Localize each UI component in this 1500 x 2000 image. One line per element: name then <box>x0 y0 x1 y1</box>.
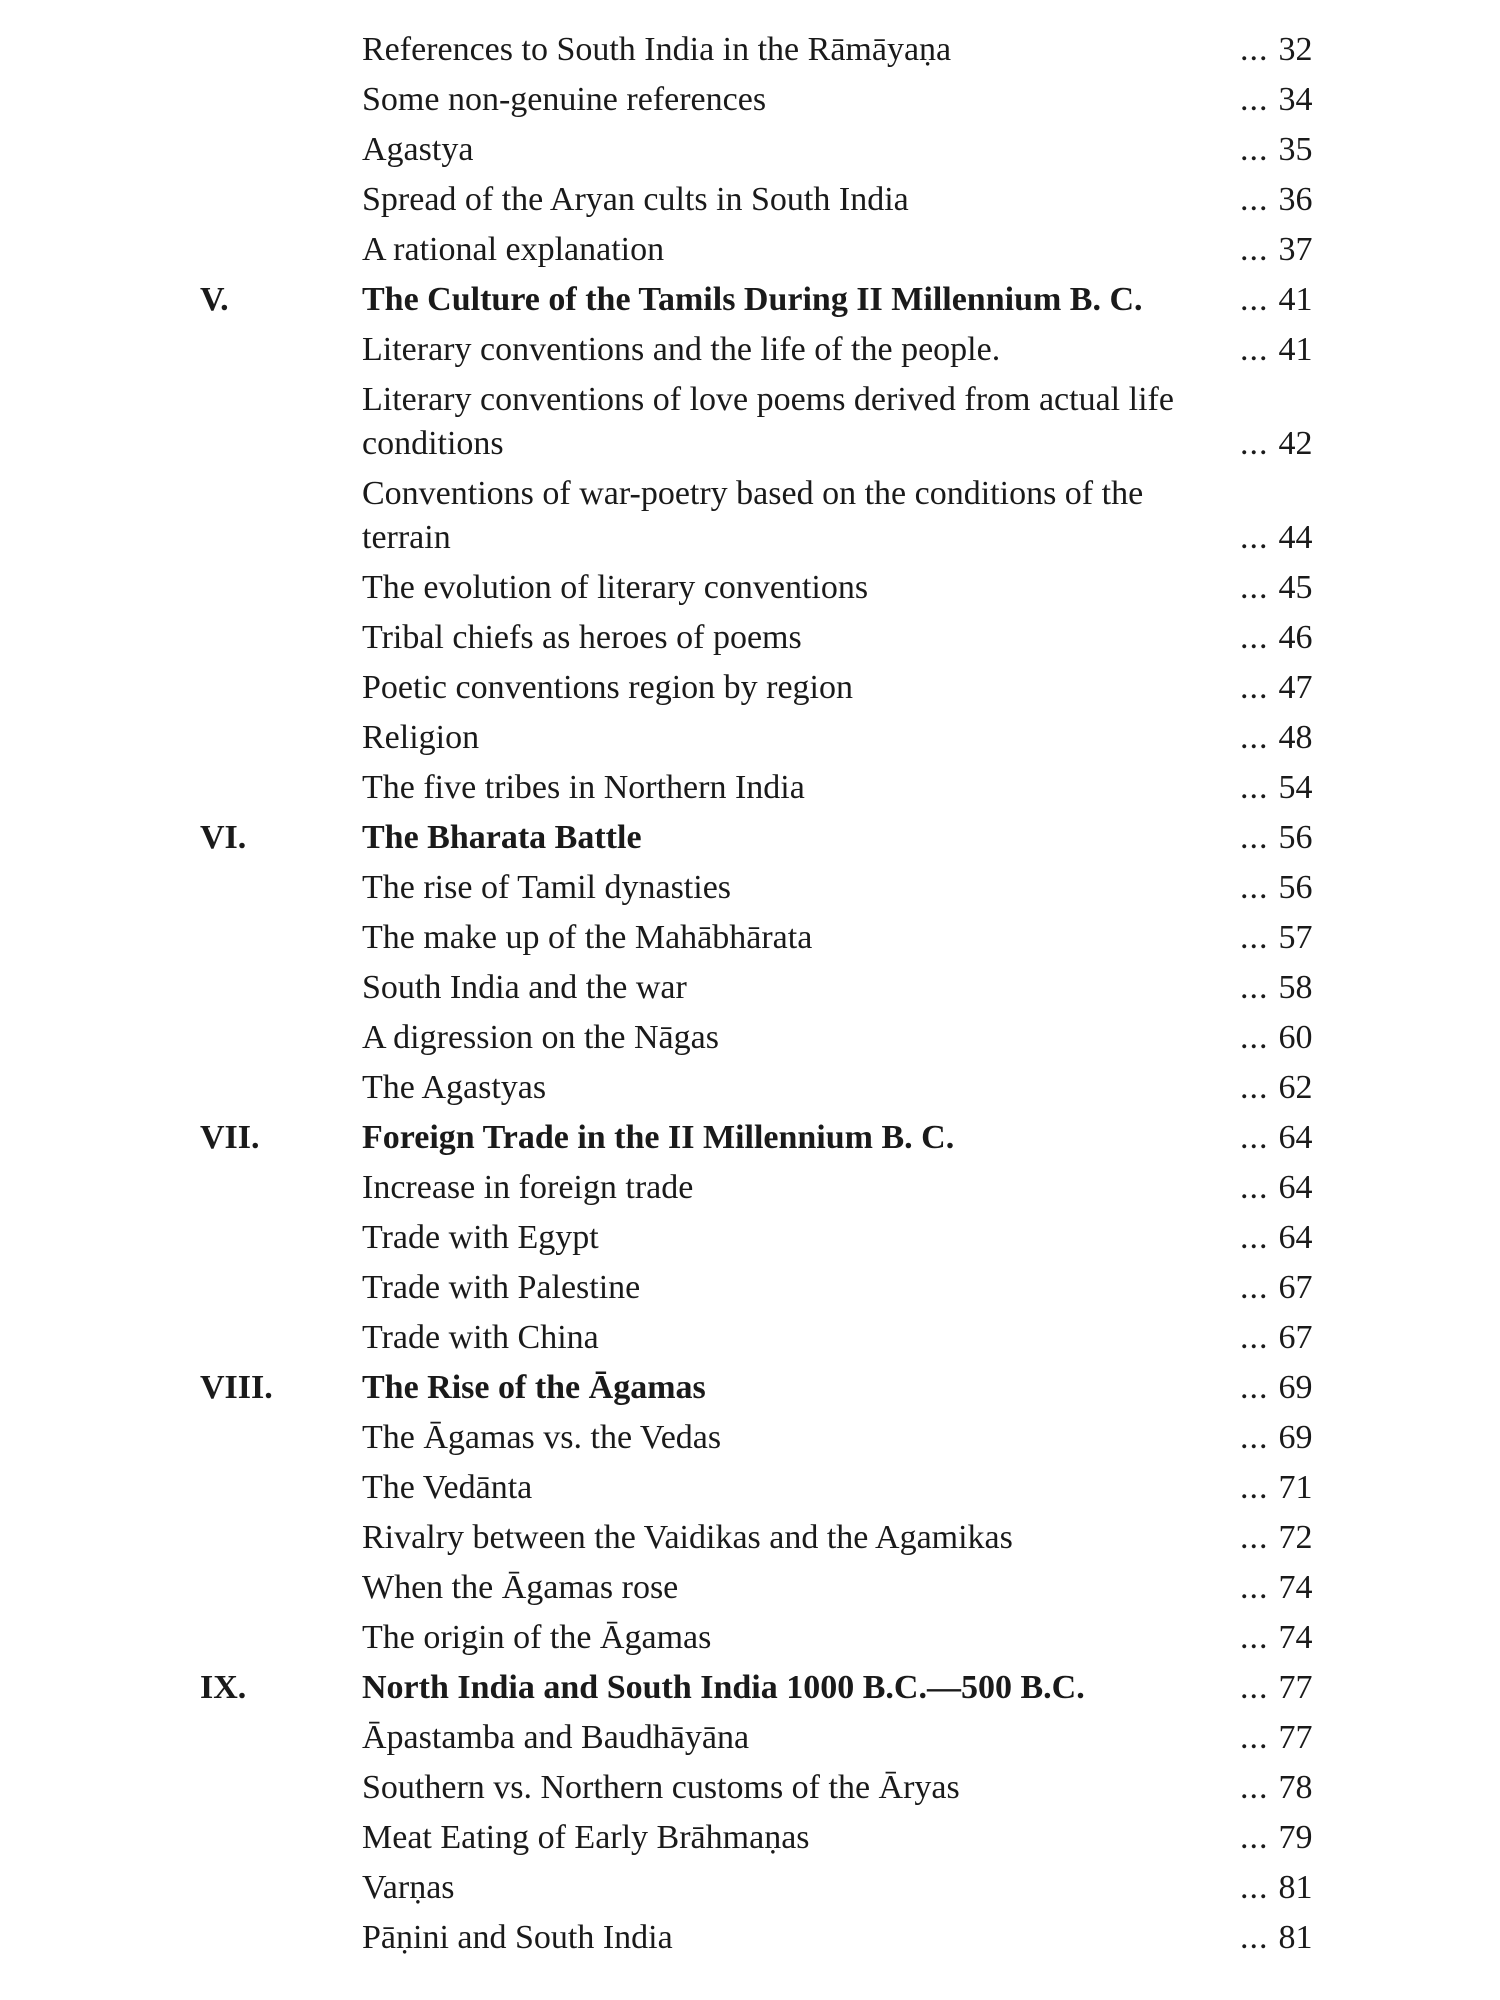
page-ref <box>1240 1466 1320 1510</box>
section-title: The Agastyas <box>362 1069 547 1106</box>
page-number: 58 <box>1278 969 1313 1006</box>
chapter-number: VIII. <box>200 1369 273 1406</box>
dot-leader: ... <box>1240 1169 1269 1206</box>
section-title: When the Āgamas rose <box>362 1569 679 1606</box>
page-ref <box>1240 1566 1320 1610</box>
page-number: 34 <box>1278 81 1313 118</box>
page-ref <box>1240 1366 1320 1410</box>
page-ref <box>1240 566 1320 610</box>
section-title: The make up of the Mahābhārata <box>362 919 813 956</box>
dot-leader: ... <box>1240 969 1269 1006</box>
chapter-number: VI. <box>200 819 247 856</box>
toc-section-entry <box>0 1716 1500 1760</box>
dot-leader: ... <box>1240 1469 1269 1506</box>
dot-leader: ... <box>1240 519 1269 556</box>
section-title: Southern vs. Northern customs of the Āryas <box>362 1769 960 1806</box>
page-ref <box>1240 966 1320 1010</box>
dot-leader: ... <box>1240 1519 1269 1556</box>
page-ref <box>1240 1316 1320 1360</box>
page-ref <box>1240 128 1320 172</box>
page-number: 78 <box>1278 1769 1313 1806</box>
page-ref <box>1240 1166 1320 1210</box>
toc-chapter-entry <box>0 1116 1500 1160</box>
page-number: 64 <box>1278 1219 1313 1256</box>
page-number: 69 <box>1278 1369 1313 1406</box>
toc-section-entry <box>0 966 1500 1010</box>
toc-section-entry <box>0 1216 1500 1260</box>
page-number: 45 <box>1278 569 1313 606</box>
toc-section-entry <box>0 1916 1500 1960</box>
dot-leader: ... <box>1240 1569 1269 1606</box>
dot-leader: ... <box>1240 1119 1269 1156</box>
toc-section-entry <box>0 1166 1500 1210</box>
dot-leader: ... <box>1240 31 1269 68</box>
toc-chapter-entry <box>0 278 1500 322</box>
toc-section-entry <box>0 78 1500 122</box>
page-number: 81 <box>1278 1869 1313 1906</box>
section-title: Pāṇini and South India <box>362 1919 673 1956</box>
page-number: 60 <box>1278 1019 1313 1056</box>
dot-leader: ... <box>1240 869 1269 906</box>
page-ref <box>1240 28 1320 72</box>
dot-leader: ... <box>1240 1869 1269 1906</box>
toc-chapter-entry <box>0 816 1500 860</box>
section-title: Religion <box>362 719 480 756</box>
toc-chapter-entry <box>0 1366 1500 1410</box>
page-ref <box>1240 1416 1320 1460</box>
dot-leader: ... <box>1240 1819 1269 1856</box>
page-number: 62 <box>1278 1069 1313 1106</box>
chapter-title: North India and South India 1000 B.C.—500 B.C. <box>362 1669 1085 1706</box>
dot-leader: ... <box>1240 81 1269 118</box>
page-ref <box>1240 328 1320 372</box>
chapter-title: The Bharata Battle <box>362 819 642 856</box>
toc-section-entry <box>0 666 1500 710</box>
toc-section-entry <box>0 1866 1500 1910</box>
page-number: 44 <box>1278 519 1313 556</box>
chapter-title: The Rise of the Āgamas <box>362 1369 706 1406</box>
dot-leader: ... <box>1240 181 1269 218</box>
page-ref <box>1240 1016 1320 1060</box>
page-number: 67 <box>1278 1269 1313 1306</box>
dot-leader: ... <box>1240 1069 1269 1106</box>
toc-section-entry <box>0 228 1500 272</box>
toc-section-entry <box>0 1316 1500 1360</box>
section-title: The Vedānta <box>362 1469 533 1506</box>
section-title: Tribal chiefs as heroes of poems <box>362 619 802 656</box>
section-title: Poetic conventions region by region <box>362 669 854 706</box>
page-number: 37 <box>1278 231 1313 268</box>
dot-leader: ... <box>1240 1719 1269 1756</box>
chapter-title: Foreign Trade in the II Millennium B. C. <box>362 1119 955 1156</box>
page-ref <box>1240 866 1320 910</box>
page-ref <box>1240 516 1320 560</box>
dot-leader: ... <box>1240 619 1269 656</box>
section-title: The five tribes in Northern India <box>362 769 805 806</box>
toc-section-entry <box>0 1516 1500 1560</box>
dot-leader: ... <box>1240 425 1269 462</box>
page-ref <box>1240 766 1320 810</box>
page-number: 56 <box>1278 819 1313 856</box>
section-title: Conventions of war-poetry based on the conditions of the terrain <box>362 475 1144 556</box>
toc-section-entry <box>0 716 1500 760</box>
dot-leader: ... <box>1240 1019 1269 1056</box>
toc-section-entry <box>0 328 1500 372</box>
page-ref <box>1240 1516 1320 1560</box>
dot-leader: ... <box>1240 1369 1269 1406</box>
section-title: Āpastamba and Baudhāyāna <box>362 1719 750 1756</box>
page-ref <box>1240 1866 1320 1910</box>
dot-leader: ... <box>1240 569 1269 606</box>
dot-leader: ... <box>1240 1619 1269 1656</box>
page-ref <box>1240 1616 1320 1660</box>
toc-section-entry <box>0 472 1500 560</box>
dot-leader: ... <box>1240 769 1269 806</box>
chapter-number: VII. <box>200 1119 260 1156</box>
section-title: The Āgamas vs. the Vedas <box>362 1419 722 1456</box>
page-ref <box>1240 1666 1320 1710</box>
page-number: 56 <box>1278 869 1313 906</box>
section-title: Increase in foreign trade <box>362 1169 694 1206</box>
dot-leader: ... <box>1240 669 1269 706</box>
section-title: Agastya <box>362 131 474 168</box>
toc-section-entry <box>0 28 1500 72</box>
chapter-number: IX. <box>200 1669 247 1706</box>
section-title: References to South India in the Rāmāyaṇa <box>362 31 952 68</box>
page-ref <box>1240 1066 1320 1110</box>
page-ref <box>1240 666 1320 710</box>
page-number: 57 <box>1278 919 1313 956</box>
section-title: Some non-genuine references <box>362 81 767 118</box>
toc-section-entry <box>0 1766 1500 1810</box>
page-number: 64 <box>1278 1169 1313 1206</box>
section-title: A rational explanation <box>362 231 665 268</box>
dot-leader: ... <box>1240 919 1269 956</box>
page-number: 74 <box>1278 1619 1313 1656</box>
section-title: Literary conventions and the life of the people. <box>362 331 1001 368</box>
dot-leader: ... <box>1240 819 1269 856</box>
table-of-contents <box>0 28 1500 1966</box>
dot-leader: ... <box>1240 131 1269 168</box>
page-ref <box>1240 716 1320 760</box>
dot-leader: ... <box>1240 1319 1269 1356</box>
page-ref <box>1240 1816 1320 1860</box>
page-number: 79 <box>1278 1819 1313 1856</box>
page-number: 69 <box>1278 1419 1313 1456</box>
page-number: 32 <box>1278 31 1313 68</box>
toc-section-entry <box>0 1416 1500 1460</box>
page-ref <box>1240 1266 1320 1310</box>
toc-section-entry <box>0 1816 1500 1860</box>
page-number: 77 <box>1278 1719 1313 1756</box>
page-ref <box>1240 616 1320 660</box>
page-number: 74 <box>1278 1569 1313 1606</box>
page-number: 77 <box>1278 1669 1313 1706</box>
section-title: Varṇas <box>362 1869 455 1906</box>
page-number: 41 <box>1278 331 1313 368</box>
page-ref <box>1240 78 1320 122</box>
page-number: 41 <box>1278 281 1313 318</box>
toc-chapter-entry <box>0 1666 1500 1710</box>
page-ref <box>1240 1216 1320 1260</box>
section-title: Spread of the Aryan cults in South India <box>362 181 909 218</box>
page-ref <box>1240 178 1320 222</box>
section-title: Trade with Egypt <box>362 1219 599 1256</box>
page-number: 46 <box>1278 619 1313 656</box>
toc-section-entry <box>0 616 1500 660</box>
page-number: 67 <box>1278 1319 1313 1356</box>
page-number: 42 <box>1278 425 1313 462</box>
page-number: 81 <box>1278 1919 1313 1956</box>
section-title: Trade with Palestine <box>362 1269 641 1306</box>
page-number: 71 <box>1278 1469 1313 1506</box>
chapter-title: The Culture of the Tamils During II Millennium B. C. <box>362 281 1143 318</box>
page-ref <box>1240 422 1320 466</box>
toc-section-entry <box>0 1566 1500 1610</box>
page-ref <box>1240 1766 1320 1810</box>
page-ref <box>1240 816 1320 860</box>
toc-section-entry <box>0 1066 1500 1110</box>
page-ref <box>1240 1116 1320 1160</box>
section-title: The evolution of literary conventions <box>362 569 869 606</box>
section-title: South India and the war <box>362 969 687 1006</box>
section-title: Rivalry between the Vaidikas and the Agamikas <box>362 1519 1013 1556</box>
page-ref <box>1240 278 1320 322</box>
dot-leader: ... <box>1240 331 1269 368</box>
section-title: A digression on the Nāgas <box>362 1019 719 1056</box>
chapter-number: V. <box>200 281 229 318</box>
page-ref <box>1240 1916 1320 1960</box>
page-number: 36 <box>1278 181 1313 218</box>
toc-section-entry <box>0 178 1500 222</box>
page-ref <box>1240 228 1320 272</box>
toc-section-entry <box>0 916 1500 960</box>
dot-leader: ... <box>1240 1269 1269 1306</box>
page-number: 48 <box>1278 719 1313 756</box>
page-number: 72 <box>1278 1519 1313 1556</box>
toc-section-entry <box>0 1016 1500 1060</box>
page-number: 54 <box>1278 769 1313 806</box>
toc-section-entry <box>0 766 1500 810</box>
toc-section-entry <box>0 1466 1500 1510</box>
section-title: Meat Eating of Early Brāhmaṇas <box>362 1819 810 1856</box>
section-title: The rise of Tamil dynasties <box>362 869 732 906</box>
page-ref <box>1240 1716 1320 1760</box>
section-title: Trade with China <box>362 1319 599 1356</box>
page-ref <box>1240 916 1320 960</box>
dot-leader: ... <box>1240 1669 1269 1706</box>
section-title: Literary conventions of love poems derived from actual life conditions <box>362 381 1174 462</box>
toc-section-entry <box>0 378 1500 466</box>
dot-leader: ... <box>1240 719 1269 756</box>
toc-section-entry <box>0 1616 1500 1660</box>
dot-leader: ... <box>1240 1769 1269 1806</box>
dot-leader: ... <box>1240 281 1269 318</box>
dot-leader: ... <box>1240 1219 1269 1256</box>
dot-leader: ... <box>1240 1919 1269 1956</box>
page-number: 64 <box>1278 1119 1313 1156</box>
dot-leader: ... <box>1240 231 1269 268</box>
section-title: The origin of the Āgamas <box>362 1619 712 1656</box>
toc-section-entry <box>0 566 1500 610</box>
toc-section-entry <box>0 866 1500 910</box>
dot-leader: ... <box>1240 1419 1269 1456</box>
page-number: 47 <box>1278 669 1313 706</box>
toc-section-entry <box>0 128 1500 172</box>
toc-section-entry <box>0 1266 1500 1310</box>
page-number: 35 <box>1278 131 1313 168</box>
